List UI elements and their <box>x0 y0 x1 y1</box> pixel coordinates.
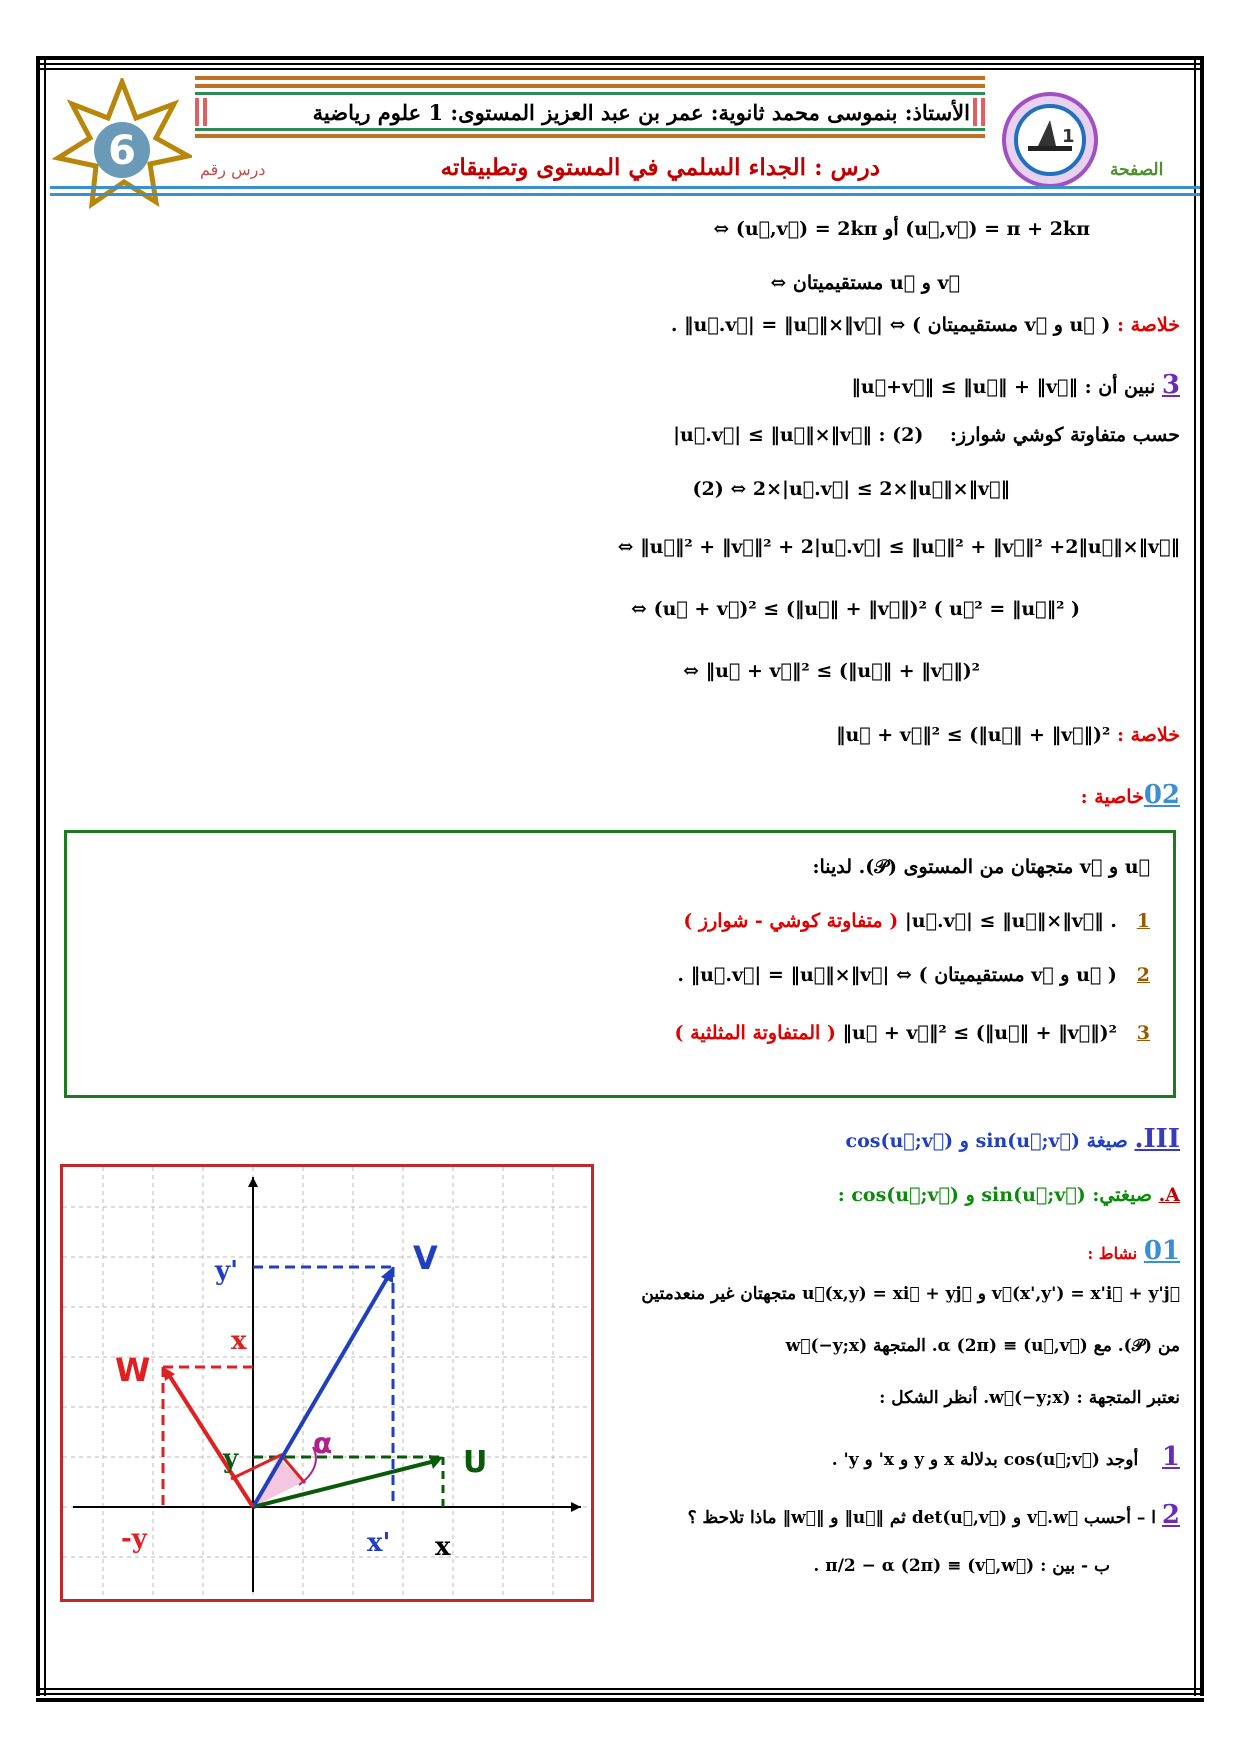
property-intro: u⃗ و v⃗ متجهتان من المستوى (𝒫). لدينا: <box>812 856 1150 878</box>
label-minus-y: -y <box>121 1524 147 1554</box>
property-item-2: 2 ( u⃗ و v⃗ مستقيميتان ) ⇔ |u⃗.v⃗| = ‖u⃗‖×‖v⃗‖ . <box>677 964 1150 986</box>
activity-line-2: من (𝒫). مع (u⃗,v⃗) ≡ α (2π). المتجهة w⃗(−y;x) <box>785 1336 1180 1356</box>
page-frame-top <box>36 56 1204 70</box>
step-3: ⇔ (u⃗ + v⃗)² ≤ (‖u⃗‖ + ‖v⃗‖)² ( u⃗² = ‖u⃗‖² ) <box>631 598 1080 620</box>
label-y-prime: y' <box>215 1256 239 1286</box>
section-3a-heading: A. صيغتي: : cos(u⃗;v⃗) و sin(u⃗;v⃗) <box>837 1184 1180 1206</box>
question-1: 1 أوجد cos(u⃗;v⃗) بدلالة x و y و x' و y' . <box>831 1442 1180 1472</box>
label-x: x <box>435 1532 451 1562</box>
step-4: ⇔ ‖u⃗ + v⃗‖² ≤ (‖u⃗‖ + ‖v⃗‖)² <box>683 660 980 682</box>
page-label: الصفحة <box>1110 160 1164 180</box>
activity-heading: 01 نشاط : <box>1087 1236 1180 1266</box>
section-3-heading: III. صيغة cos(u⃗;v⃗) و sin(u⃗;v⃗) <box>845 1124 1180 1154</box>
lesson-title: درس : الجداء السلمي في المستوى وتطبيقاته <box>440 154 880 181</box>
step-2: ⇔ ‖u⃗‖² + ‖v⃗‖² + 2|u⃗.v⃗| ≤ ‖u⃗‖² + ‖v⃗‖² +2‖u⃗‖×‖v⃗‖ <box>617 536 1180 558</box>
property-heading: 02خاصية : <box>1080 780 1180 810</box>
question-2b: ب - بين : (v⃗,w⃗) ≡ π/2 − α (2π) . <box>813 1556 1110 1576</box>
equation-angles: ⇔ (u⃗,v⃗) = 2kπ أو (u⃗,v⃗) = π + 2kπ <box>713 218 1090 240</box>
label-x-prime: x' <box>367 1528 391 1558</box>
page-frame-left <box>36 56 40 1696</box>
page-frame-right-inner <box>1194 56 1196 1696</box>
summary-2: خلاصة : ‖u⃗ + v⃗‖² ≤ (‖u⃗‖ + ‖v⃗‖)² <box>835 724 1180 746</box>
item-3-statement: 3 نبين أن : ‖u⃗+v⃗‖ ≤ ‖u⃗‖ + ‖v⃗‖ <box>851 370 1180 400</box>
vector-figure-svg <box>63 1167 591 1599</box>
label-vector-v: V <box>413 1239 438 1277</box>
cauchy-statement: حسب متفاوتة كوشي شوارز: |u⃗.v⃗| ≤ ‖u⃗‖×‖v⃗‖ : (2) <box>673 424 1180 446</box>
property-item-3: 3 ‖u⃗ + v⃗‖² ≤ (‖u⃗‖ + ‖v⃗‖)² ( المتفاوتة المثلثية ) <box>674 1022 1150 1044</box>
summary-1: خلاصة : ( u⃗ و v⃗ مستقيميتان ) ⇔ |u⃗.v⃗| = ‖u⃗‖×‖v⃗‖ . <box>670 314 1180 336</box>
page-frame-left-inner <box>44 56 46 1696</box>
label-y: y <box>223 1444 239 1474</box>
logo-number: 1 <box>1062 126 1075 147</box>
label-vector-w: W <box>115 1351 151 1389</box>
question-2a: 2 ا – أحسب v⃗.w⃗ و det(u⃗,v⃗) ثم ‖u⃗‖ و ‖w⃗‖ ماذا تلاحظ ؟ <box>687 1500 1180 1530</box>
header-separator <box>50 186 1200 200</box>
page-frame-bottom <box>36 1688 1204 1702</box>
label-x-top: x <box>231 1326 247 1356</box>
property-item-1: 1 |u⃗.v⃗| ≤ ‖u⃗‖×‖v⃗‖ . ( متفاوتة كوشي - شوارز ) <box>683 910 1150 932</box>
star-number: 6 <box>108 128 136 174</box>
lesson-number-label: درس رقم <box>200 160 266 179</box>
vector-figure <box>60 1164 594 1602</box>
label-alpha: α <box>313 1427 333 1460</box>
teacher-info: الأستاذ: بنموسى محمد ثانوية: عمر بن عبد العزيز المستوى: 1 علوم رياضية <box>312 100 970 125</box>
equation-collinear: u⃗ و v⃗ مستقيميتان ⇔ <box>770 272 960 294</box>
school-logo-icon <box>1000 90 1100 190</box>
activity-line-1: v⃗(x',y') = x'i⃗ + y'j⃗ و u⃗(x,y) = xi⃗ + yj⃗ متجهتان غير منعدمتين <box>641 1284 1180 1304</box>
page-frame-right <box>1200 56 1204 1696</box>
step-1: (2) ⇔ 2×|u⃗.v⃗| ≤ 2×‖u⃗‖×‖v⃗‖ <box>692 478 1010 500</box>
label-vector-u: U <box>463 1445 488 1480</box>
activity-line-3: نعتبر المتجهة : w⃗(−y;x). أنظر الشكل : <box>879 1388 1180 1408</box>
